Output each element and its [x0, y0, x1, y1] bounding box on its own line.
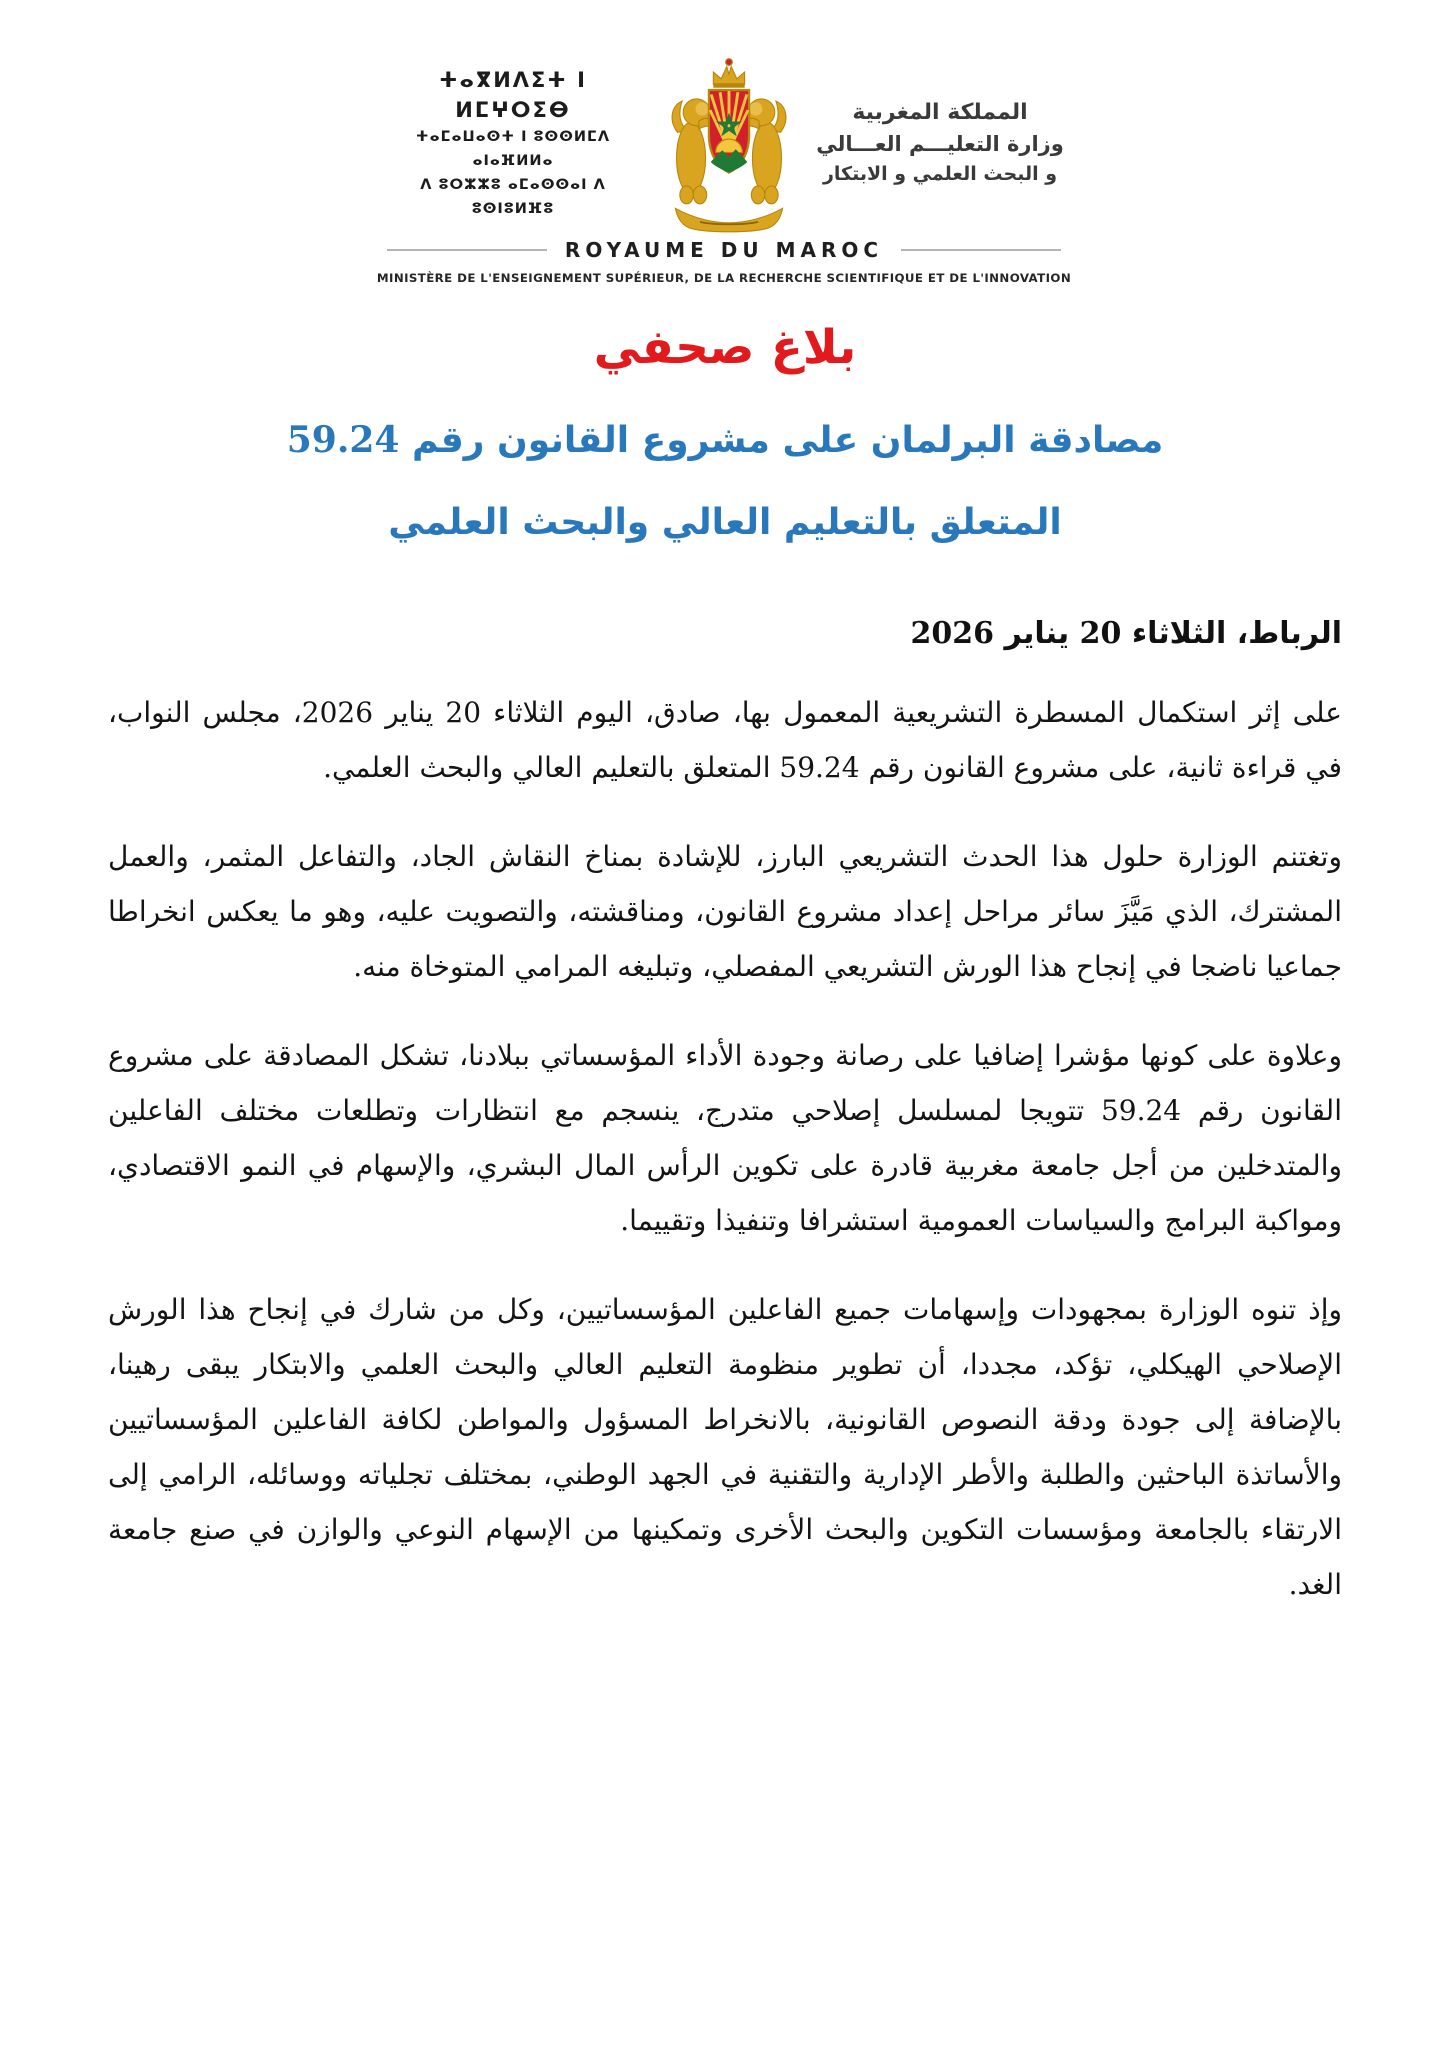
letterhead [314, 52, 1134, 285]
dateline: الرباط، الثلاثاء 20 يناير 2026 [910, 616, 1342, 651]
body-paragraph-3: وعلاوة على كونها مؤشرا إضافيا على رصانة وجودة الأداء المؤسساتي ببلادنا، تشكل المصادقة على مشروع القانون رقم 59.24 تتويجا لمسلسل إصلاحي متدرج، ينسجم مع انتظارات وتطلعات مختلف الفاعلين والمتدخلين من أجل جامعة مغربية قادرة على تكوين الرأس المال البشري، والإسهام في النمو الاقتصادي، ومواكبة البرامج والسياسات العمومية استشرافا وتنفيذا وتقييما. [108, 1039, 1342, 1237]
body-paragraph-1: على إثر استكمال المسطرة التشريعية المعمول بها، صادق، اليوم الثلاثاء 20 يناير 2026، مجلس النواب، في قراءة ثانية، على مشروع القانون رقم 59.24 المتعلق بالتعليم العالي والبحث العلمي. [108, 696, 1342, 784]
right-divider-line [901, 249, 1061, 251]
arabic-ministry-line-2: و البحث العلمي و الابتكار [822, 163, 1058, 185]
lion-right-icon [746, 99, 786, 204]
subtitle-line-1: مصادقة البرلمان على مشروع القانون رقم 59.24 [286, 419, 1164, 461]
press-release-title: بلاغ صحفي [593, 320, 857, 375]
left-divider-line [387, 249, 547, 251]
french-kingdom-row [314, 238, 1134, 262]
tifinagh-ministry-line-2: ⴷ ⵓⵔⵣⵣⵓ ⴰⵎⴰⵙⵙⴰⵏ ⴷ ⵓⵙⵏⵓⵍⴼⵓ [420, 177, 606, 217]
crown-icon [713, 59, 744, 88]
french-ministry-name: MINISTÈRE DE L'ENSEIGNEMENT SUPÉRIEUR, DE LA RECHERCHE SCIENTIFIQUE ET DE L'INNOVATION [376, 271, 1072, 285]
banner-icon [675, 208, 782, 231]
letterhead-top-row [383, 52, 1065, 234]
moroccan-coat-of-arms-icon [662, 52, 796, 234]
body-paragraph-4: وإذ تنوه الوزارة بمجهودات وإسهامات جميع الفاعلين المؤسساتيين، وكل من شارك في إنجاح هذا الورش الإصلاحي الهيكلي، تؤكد، مجددا، أن تطوير منظومة التعليم العالي والبحث العلمي والابتكار يبقى رهينا، بالإضافة إلى جودة ودقة النصوص القانونية، بالانخراط المسؤول والمواطن لكافة الفاعلين المؤسساتيين والأساتذة الباحثين والطلبة والأطر الإدارية والتقنية في الجهد الوطني، بمختلف تجلياته ووسائله، الرامي إلى الارتقاء بالجامعة ومؤسسات التكوين والبحث الأخرى وتمكينها من الإسهام النوعي والوازن في صنع جامعة الغد. [108, 1293, 1342, 1601]
arabic-kingdom-name: المملكة المغربية [852, 100, 1028, 125]
document-subtitle [108, 412, 1342, 550]
shield-icon [709, 90, 749, 173]
tifinagh-block [383, 65, 643, 221]
tifinagh-ministry-line-1: ⵜⴰⵎⴰⵡⴰⵙⵜ ⵏ ⵓⵙⵙⵍⵎⴷ ⴰⵏⴰⴼⵍⵍⴰ [415, 129, 611, 169]
subtitle-line-2: المتعلق بالتعليم العالي والبحث العلمي [388, 501, 1062, 543]
arabic-ministry-line-1: وزارة التعليـــم العـــالي [816, 132, 1064, 156]
lion-left-icon [672, 99, 712, 204]
french-kingdom-name: ROYAUME DU MAROC [564, 238, 884, 262]
arabic-header-block [815, 97, 1065, 189]
document-content [108, 318, 1342, 1612]
tifinagh-kingdom-name: ⵜⴰⴳⵍⴷⵉⵜ ⵏ ⵍⵎⵖⵔⵉⴱ [439, 68, 587, 122]
body-paragraph-2: وتغتنم الوزارة حلول هذا الحدث التشريعي البارز، للإشادة بمناخ النقاش الجاد، والتفاعل المثمر، والعمل المشترك، الذي مَيَّزَ سائر مراحل إعداد مشروع القانون، ومناقشته، والتصويت عليه، وهو ما يعكس انخراطا جماعيا ناضجا في إنجاح هذا الورش التشريعي المفصلي، وتبليغه المرامي المتوخاة منه. [108, 840, 1342, 983]
coat-of-arms [659, 52, 799, 234]
